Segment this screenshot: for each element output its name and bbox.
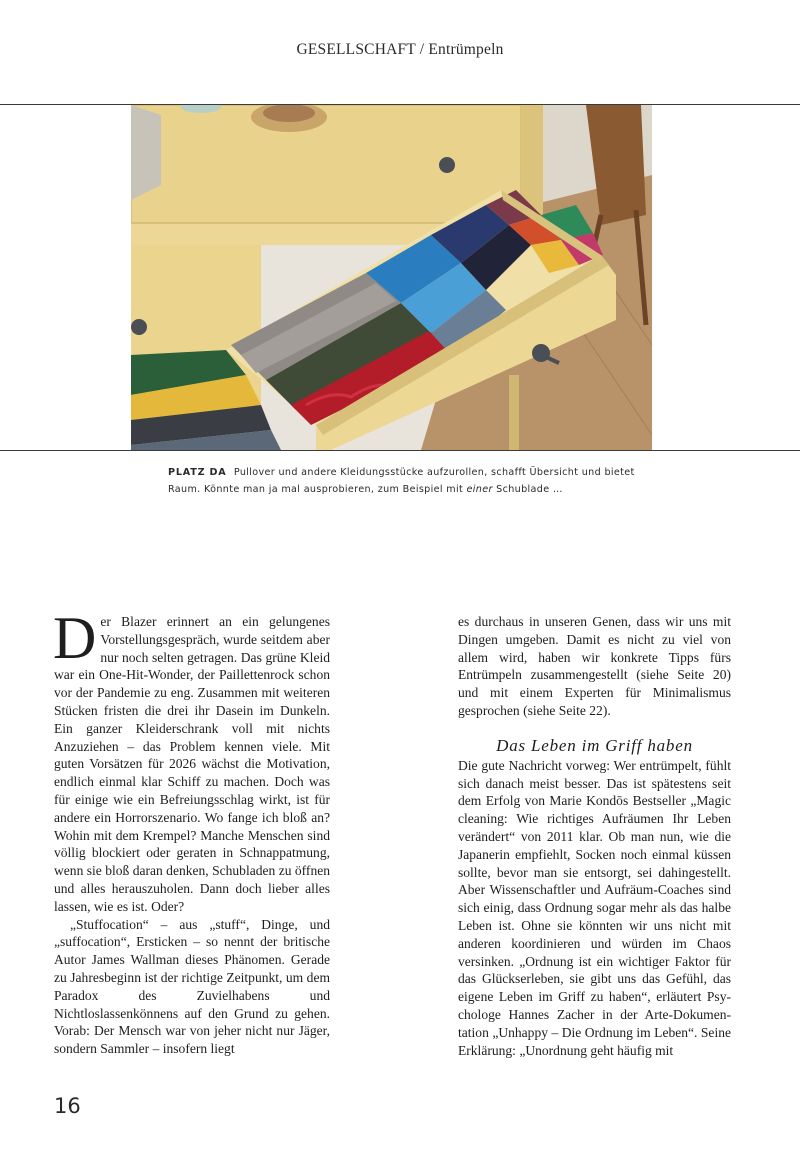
photo-bottom-divider — [0, 450, 800, 451]
article-column-right — [458, 613, 731, 1059]
drawer-photo — [131, 105, 652, 450]
paragraph-1-text: er Blazer erinnert an ein gelungenes Vorstellungsgespräch, wurde seitdem aber nur noch selten getragen. Das grüne Kleid war ein One-Hit-Wonder, der Paillettenrock schon vor der Pandemie zu eng. Zusammen mit weiteren Stücken fristen die drei ihr Dasein im Dunkeln. Ein ganzer Kleiderschrank voll mit nichts Anzuziehen – das Problem kennen viele. Mit guten Vorsätzen für 2026 wächst die Motivation, endlich einmal klar Schiff zu machen. Doch was für einige wie ein Befreiungsschlag wirkt, ist für andere ein Horrorszenario. Wo fange ich bloß an? Wohin mit dem Krempel? Manche Menschen sind völlig blockiert oder geraten in Schnappatmung, wenn sie bloß daran denken, Schubladen zu öffnen und alles herauszuholen. Dann doch lieber alles lassen, wie es ist. Oder? — [54, 614, 330, 914]
caption-text-end: Schublade … — [492, 484, 563, 495]
section-subheading: Das Leben im Griff haben — [496, 735, 693, 755]
caption-lead: PLATZ DA — [168, 467, 227, 478]
section-header: GESELLSCHAFT / Entrümpeln — [296, 41, 504, 58]
photo-caption — [168, 464, 638, 498]
page-number: 16 — [54, 1094, 81, 1118]
article-paragraph-1 — [53, 605, 330, 916]
caption-text: Pullover und andere Kleidungsstücke aufzurollen, schafft Übersicht und bietet Raum. Könnte man ja mal ausprobieren, zum Beispiel mit — [168, 467, 635, 495]
article-column-left — [53, 605, 330, 1058]
drop-cap: D — [53, 605, 97, 671]
caption-emphasis: einer — [466, 484, 493, 495]
article-paragraph-3: es durchaus in unseren Genen, dass wir uns mit Dingen umgeben. Damit es nicht zu viel von allem wird, haben wir konkrete Tipps fürs Entrümpeln zusammengestellt (siehe Seite 20) und mit einem Experten für Minimalismus gesprochen (siehe Seite 22). — [458, 614, 731, 718]
article-paragraph-4: Die gute Nachricht vorweg: Wer entrümpelt, fühlt sich danach meist besser. Das ist spätestens seit dem Erfolg von Marie Kondōs Bestseller „Magic cleaning: Wie richtiges Aufräumen Ihr Leben verändert“ von 2011 klar. Ob man nun, wie die Japanerin empfiehlt, Socken noch einmal küssen sollte, bevor man sie entsorgt, sei dahingestellt. Aber Wissenschaftler und Aufräum-Coaches sind sich einig, dass Ordnung sogar mehr als das halbe Leben ist. Ohne sie könnten wir uns nicht mit anderen koordinieren und würden im Chaos versinken. „Ordnung ist ein wichtiger Faktor für das Glückserleben, sie gibt uns das Gefühl, das eigene Leben im Griff zu haben“, erläutert Psychologe Hannes Zacher in der Arte-Dokumentation „Unhappy – Die Ordnung im Leben“. Seine Erklärung: „Unordnung geht häufig mit — [458, 757, 731, 1058]
article-paragraph-2: „Stuffocation“ – aus „stuff“, Dinge, und „suffocation“, Ersticken – so nennt der britische Autor James Wallman dieses Phänomen. Gerade zu Jahresbeginn ist der richtige Zeitpunkt, um dem Paradox des Zuvielhabens und Nichtloslassenkönnens auf den Grund zu gehen. Vorab: Der Mensch war von jeher nicht nur Jäger, sondern Sammler – insofern liegt — [54, 916, 330, 1057]
